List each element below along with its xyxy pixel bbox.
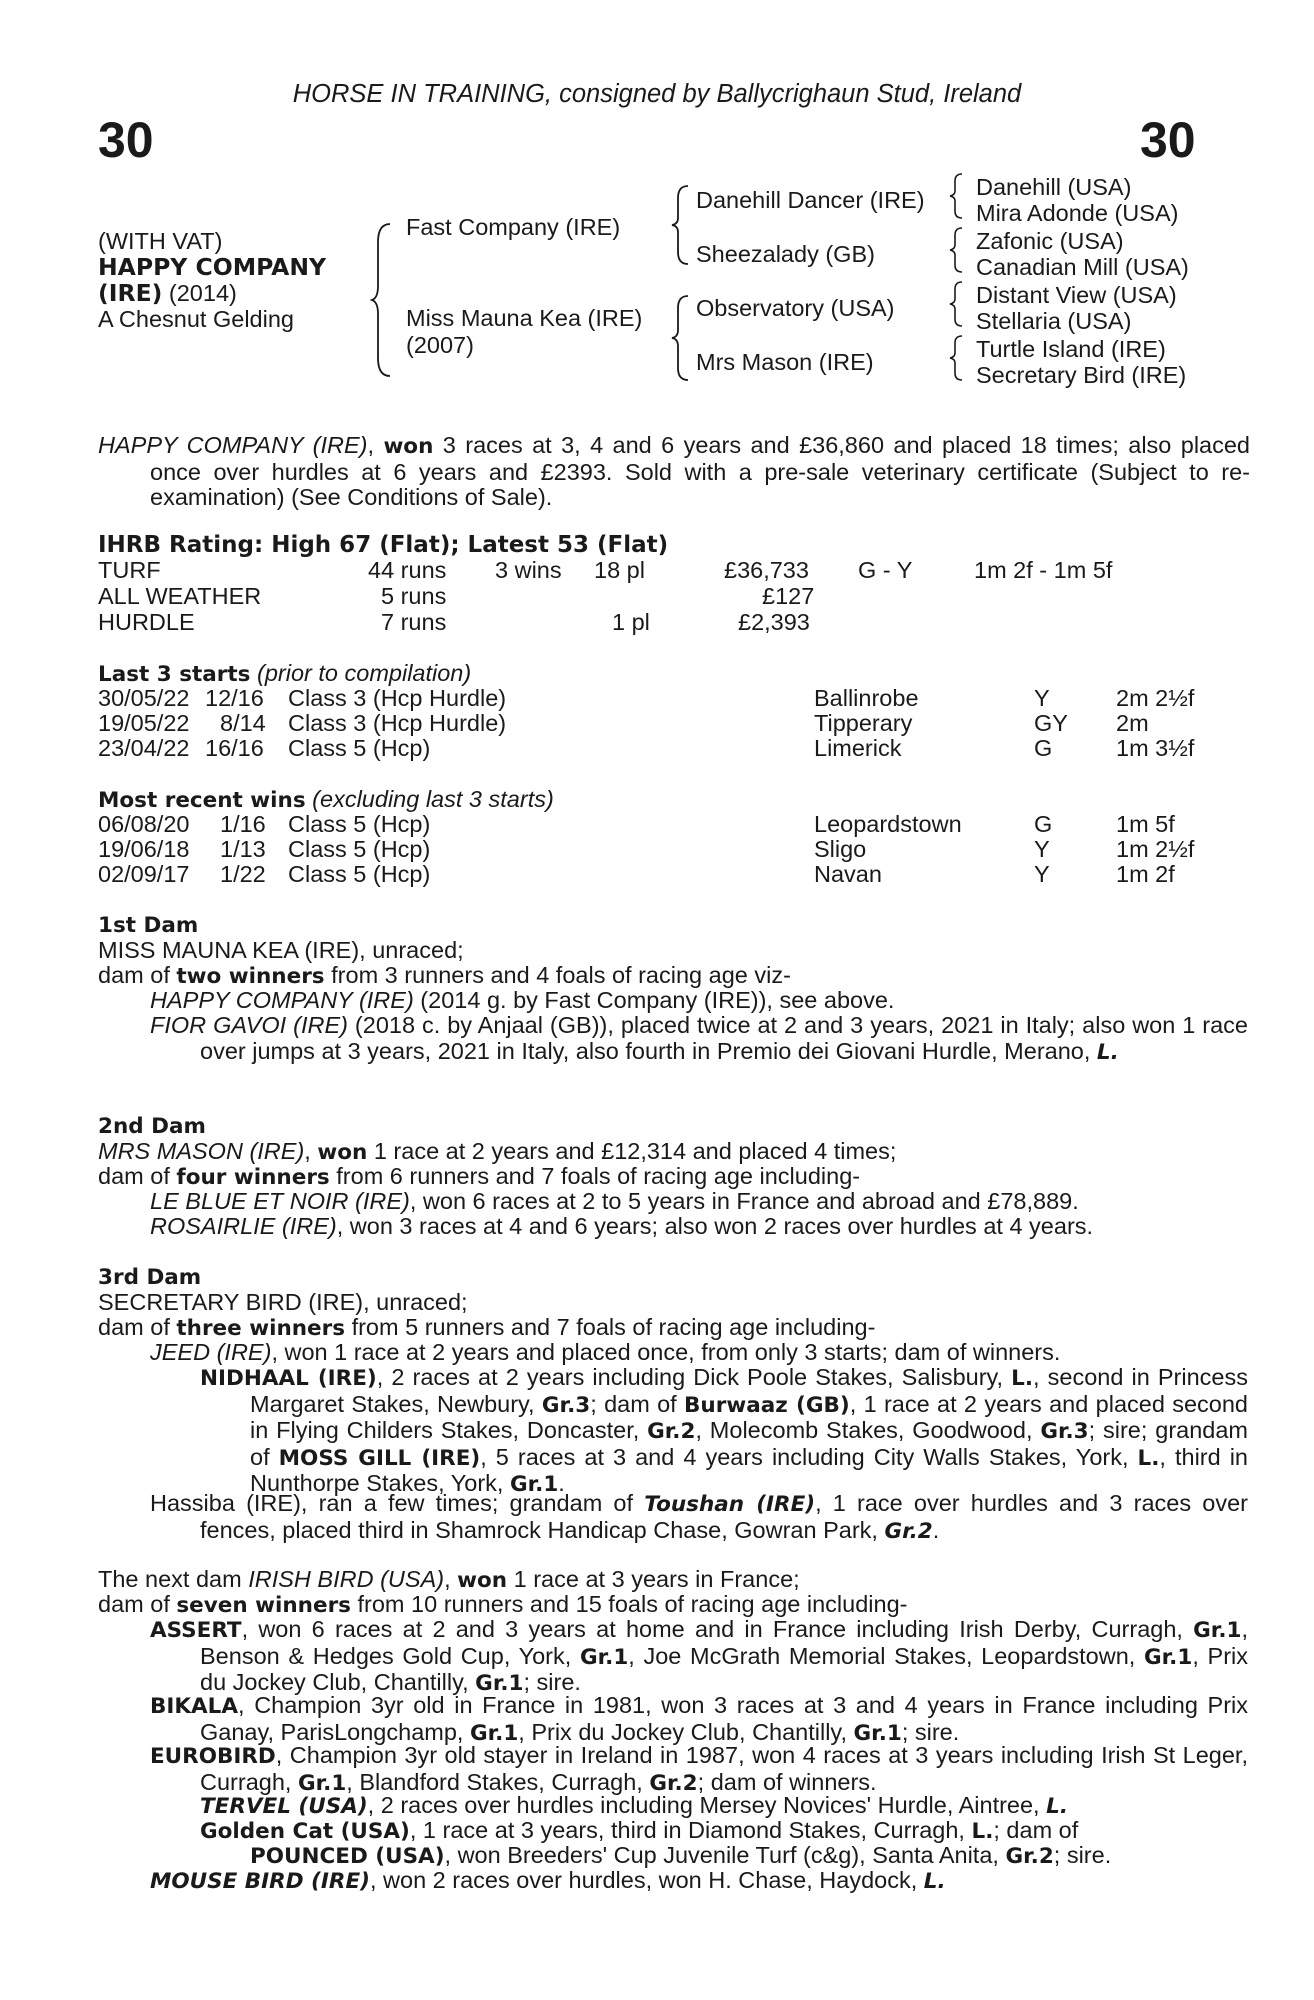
grade-label: Gr.1 [1144,1644,1193,1670]
rating-runs: 5 runs [381,583,447,609]
pedigree-sire: Fast Company (IRE) [406,214,621,240]
progeny-text: ; sire; grandam of [250,1417,1249,1470]
horse-name: HAPPY COMPANY [98,253,327,281]
start-race: Class 3 (Hcp Hurdle) [288,685,507,711]
dam2-progeny-1 [150,1189,1079,1215]
progeny-name: JEED (IRE) [150,1339,272,1365]
rating-surface: HURDLE [98,609,195,635]
progeny-name: MOUSE BIRD (IRE) [150,1869,370,1894]
dam2-winners: four winners [176,1165,330,1190]
win-distance: 1m 2½f [1116,836,1195,862]
grade-label: Gr.1 [469,1720,519,1746]
progeny-name: FIOR GAVOI (IRE) [150,1012,348,1038]
dam3-winners: three winners [176,1316,346,1341]
nextdam-progeny-bikala [150,1693,1248,1746]
dam3-dam-of: dam of [98,1314,177,1340]
grade-label: Gr.1 [853,1720,902,1746]
dam3-progeny-hassiba [150,1491,1248,1544]
pedigree-dam: Miss Mauna Kea (IRE) [406,305,643,331]
win-going: Y [1034,836,1050,862]
last3-note: (prior to compilation) [250,660,472,686]
progeny-name: NIDHAAL (IRE) [200,1366,377,1391]
dam1-progeny-1 [150,988,894,1014]
grade-label: Gr.2 [1005,1844,1054,1869]
dam3-title: 3rd Dam [98,1265,202,1290]
vat-note: (WITH VAT) [98,228,223,254]
progeny-text: (2014 g. by Fast Company (IRE)), see above. [413,987,895,1013]
progeny-text: , won 3 races at 4 and 6 years; also won 2 races over hurdles at 4 years. [336,1213,1094,1239]
nextdam-intro: The next dam [98,1566,249,1592]
rating-runs: 44 runs [368,557,447,583]
start-position: 8/14 [220,710,266,736]
start-position: 12/16 [205,685,264,711]
progeny-name: Toushan (IRE) [644,1492,816,1517]
grade-label: L. [971,1819,994,1844]
dam2-progeny-2 [150,1214,1093,1240]
pedigree-brace-main [370,222,392,378]
nextdam-progeny-pounced [250,1843,1111,1870]
nextdam-won: won [457,1568,508,1593]
pedigree-dam-dam: Mrs Mason (IRE) [696,349,874,375]
progeny-text: , 5 races at 3 and 4 years including City Walls Stakes, York, [480,1443,1138,1470]
lot-number-right: 30 [1140,112,1196,168]
grade-label: Gr.1 [475,1671,524,1696]
horse-year: (2014) [162,280,237,306]
separator: , [304,1138,318,1164]
pedigree-sss: Danehill (USA) [976,174,1132,200]
progeny-name: HAPPY COMPANY (IRE) [150,987,414,1013]
start-going: GY [1034,710,1068,736]
progeny-text: ; dam of [590,1390,685,1417]
progeny-text: (2018 c. by Anjaal (GB)), placed twice at 2 and 3 years, 2021 in Italy; also won 1 race over jumps at 3 years, 2021 in Italy, also fourth in Premio dei Giovani Hurdle, Merano, [200,1012,1248,1064]
lot-number-left: 30 [98,112,154,168]
rating-surface: TURF [98,557,161,583]
start-date: 23/04/22 [98,735,190,761]
grade-label: Gr.1 [297,1770,347,1796]
dam2-title: 2nd Dam [98,1114,206,1139]
rating-distance: 1m 2f - 1m 5f [974,557,1113,583]
progeny-name: ASSERT [150,1618,242,1643]
nextdam-progeny-eurobird [150,1743,1248,1796]
dam3-produce-line [98,1315,875,1342]
progeny-name: POUNCED (USA) [250,1844,445,1869]
win-date: 02/09/17 [98,861,190,887]
grade-label: L. [1046,1794,1068,1819]
progeny-text: , Molecomb Stakes, Goodwood, [695,1417,1041,1443]
last3-heading [98,661,471,688]
dam2-dam-of: dam of [98,1163,177,1189]
dam1-rest: from 3 runners and 4 foals of racing age viz- [324,962,791,988]
grade-label: Gr.1 [509,1472,559,1497]
dam2-record: 1 race at 2 years and £12,314 and placed 4 times; [367,1138,897,1164]
win-going: Y [1034,861,1050,887]
progeny-name: Golden Cat (USA) [200,1819,410,1844]
pedigree-dss: Distant View (USA) [976,282,1177,308]
win-distance: 1m 2f [1116,861,1175,887]
pedigree-ssd: Mira Adonde (USA) [976,200,1179,226]
progeny-text: , 1 race over hurdles and 3 races over fences, placed third in Shamrock Handicap Chase, Gowran Park, [200,1490,1248,1543]
nextdam-progeny-golden-cat [200,1818,1248,1845]
pedigree-dam-year: (2007) [406,332,474,358]
progeny-text: , won Breeders' Cup Juvenile Turf (c&g), Santa Anita, [444,1842,1006,1868]
progeny-text: ; dam of winners. [697,1768,877,1795]
progeny-text: , ran a few times; grandam of [300,1490,645,1516]
nextdam-winners: seven winners [176,1593,351,1618]
dam2-produce-line [98,1164,860,1191]
consignment-header: HORSE IN TRAINING, consigned by Ballycrighaun Stud, Ireland [292,80,1022,108]
progeny-text: , Blandford Stakes, Curragh, [346,1768,650,1795]
win-date: 19/06/18 [98,836,190,862]
dam2-line1 [98,1139,896,1166]
win-date: 06/08/20 [98,811,190,837]
progeny-text: , won 6 races at 2 and 3 years at home and in France including Irish Derby, Curragh, [241,1616,1194,1642]
win-position: 1/13 [220,836,266,862]
dam1-winners: two winners [176,964,325,989]
grade-label: Gr.3 [541,1392,591,1418]
start-date: 30/05/22 [98,685,190,711]
progeny-text: , Prix du Jockey Club, Chantilly, [200,1642,1248,1695]
progeny-text: , Joe McGrath Memorial Stakes, Leopardstown, [628,1642,1144,1669]
start-going: Y [1034,685,1050,711]
progeny-text: , 1 race at 2 years and placed second in Flying Childers Stakes, Doncaster, [250,1390,1249,1443]
start-course: Limerick [814,735,902,761]
dam1-line1: MISS MAUNA KEA (IRE), unraced; [98,937,464,963]
start-course: Tipperary [814,710,913,736]
progeny-name: ROSAIRLIE (IRE) [150,1213,337,1239]
grade-label: Gr.2 [649,1770,698,1796]
win-position: 1/22 [220,861,266,887]
progeny-text: , Champion 3yr old stayer in Ireland in 1987, won 4 races at 3 years including Irish St Leger, Curragh, [200,1742,1248,1795]
dam1-produce-line [98,963,791,990]
win-race: Class 5 (Hcp) [288,811,431,837]
grade-label: L. [1137,1445,1160,1471]
win-position: 1/16 [220,811,266,837]
progeny-text: , 2 races at 2 years including Dick Poole Stakes, Salisbury, [376,1364,1012,1390]
win-race: Class 5 (Hcp) [288,836,431,862]
summary-text: 3 races at 3, 4 and 6 years and £36,860 and placed 18 times; also placed once over hurdles at 6 years and £2393. Sold with a pre-sale veterinary certificate (Subject to re-examination) (See Conditions of Sale). [150,432,1251,510]
horse-country: (IRE) [98,279,163,307]
grade-label: L. [1096,1039,1119,1065]
win-distance: 1m 5f [1116,811,1175,837]
start-race: Class 3 (Hcp Hurdle) [288,710,507,736]
dam3-progeny-jeed [150,1340,1060,1366]
grade-label: Gr.1 [1193,1618,1242,1643]
progeny-text: . [932,1516,940,1543]
summary-won: won [383,434,434,459]
rating-surface: ALL WEATHER [98,583,262,609]
progeny-text: . [558,1470,565,1496]
pedigree-brace-dd [948,334,964,382]
dam2-name: MRS MASON (IRE) [98,1138,305,1164]
win-course: Sligo [814,836,867,862]
recent-title: Most recent wins [98,788,306,813]
progeny-text: , won 1 race at 2 years and placed once, from only 3 starts; dam of winners. [271,1339,1061,1365]
progeny-text: , second in Princess Margaret Stakes, Newbury, [250,1364,1248,1417]
pedigree-sire-dam: Sheezalady (GB) [696,241,875,267]
pedigree-dsd: Stellaria (USA) [976,308,1132,334]
nextdam-progeny-tervel [200,1793,1068,1820]
pedigree-brace-sire [670,184,690,266]
start-distance: 2m [1116,710,1149,736]
progeny-text: , Benson & Hedges Gold Cup, York, [200,1616,1248,1669]
win-course: Leopardstown [814,811,962,837]
start-course: Ballinrobe [814,685,919,711]
grade-label: L. [923,1869,946,1894]
pedigree-brace-ds [948,280,964,328]
progeny-text: ; sire. [1053,1842,1112,1868]
rating-wins: 3 wins [495,557,562,583]
start-race: Class 5 (Hcp) [288,735,431,761]
progeny-text: , 1 race at 3 years, third in Diamond Stakes, Curragh, [409,1817,972,1843]
grade-label: Gr.2 [884,1518,933,1544]
horse-description: A Chesnut Gelding [98,306,294,332]
win-race: Class 5 (Hcp) [288,861,431,887]
pedigree-gen3 [976,174,1189,388]
grade-label: Gr.1 [579,1644,629,1670]
rating-money: £2,393 [738,609,810,635]
progeny-text: , third in Nunthorpe Stakes, York, [250,1443,1248,1496]
dam3-rest: from 5 runners and 7 foals of racing age including- [345,1314,876,1340]
win-going: G [1034,811,1053,837]
race-summary: HAPPY COMPANY (IRE), won 3 races at 3, 4 and 6 years and £36,860 and placed 18 times; also placed once over hurdles at 6 years and £2393. Sold with a pre-sale veterinary certificate (Subject to re-examination) (See Conditions of Sale). [98,432,1251,510]
progeny-name: LE BLUE ET NOIR (IRE) [150,1188,410,1214]
pedigree-brace-sd [948,226,964,274]
pedigree-sire-sire: Danehill Dancer (IRE) [696,187,925,213]
start-going: G [1034,735,1053,761]
progeny-text: ; dam of [993,1817,1079,1843]
progeny-name: Burwaaz (GB) [684,1392,850,1418]
dam2-won: won [317,1140,368,1165]
dam3-line1: SECRETARY BIRD (IRE), unraced; [98,1289,468,1315]
progeny-text: , 2 races over hurdles including Mersey Novices' Hurdle, Aintree, [367,1792,1047,1818]
progeny-name: EUROBIRD [150,1744,276,1769]
progeny-name: MOSS GILL (IRE) [278,1445,481,1471]
progeny-text: , won 2 races over hurdles, won H. Chase, Haydock, [369,1867,924,1893]
pedigree-sdd: Canadian Mill (USA) [976,254,1189,280]
start-date: 19/05/22 [98,710,190,736]
dam1-dam-of: dam of [98,962,177,988]
dam2-rest: from 6 runners and 7 foals of racing age including- [329,1163,861,1189]
separator: , [444,1566,458,1592]
nextdam-produce-line [98,1592,907,1619]
nextdam-progeny-assert [150,1617,1248,1697]
recent-heading [98,787,554,814]
start-distance: 2m 2½f [1116,685,1195,711]
pedigree-brace-ss [948,172,964,220]
dam1-progeny-2 [150,1013,1248,1065]
summary-horse-name: HAPPY COMPANY (IRE) [98,432,368,458]
progeny-text: , Prix du Jockey Club, Chantilly, [518,1718,854,1745]
rating-title: IHRB Rating: High 67 (Flat); Latest 53 (Flat) [98,532,669,558]
nextdam-dam-of: dam of [98,1591,177,1617]
nextdam-rest: from 10 runners and 15 foals of racing age including- [350,1591,908,1617]
progeny-name: TERVEL (USA) [200,1794,368,1819]
progeny-text: , won 6 races at 2 to 5 years in France and abroad and £78,889. [409,1188,1079,1214]
start-distance: 1m 3½f [1116,735,1195,761]
pedigree-ddd: Secretary Bird (IRE) [976,362,1187,388]
progeny-text: ; sire. [901,1718,960,1745]
nextdam-progeny-mouse-bird [150,1868,946,1895]
pedigree-brace-dam [670,294,690,382]
grade-label: L. [1011,1366,1034,1391]
progeny-text: ; sire. [523,1669,581,1695]
progeny-name: BIKALA [150,1694,239,1719]
nextdam-line1 [98,1567,800,1594]
recent-note: (excluding last 3 starts) [305,786,554,812]
rating-runs: 7 runs [381,609,447,635]
nextdam-record: 1 race at 3 years in France; [507,1566,800,1592]
grade-label: Gr.3 [1040,1419,1089,1444]
rating-money: £127 [762,583,815,609]
dam1-title: 1st Dam [98,913,199,938]
dam3-progeny-nidhaal [200,1365,1248,1498]
grade-label: Gr.2 [647,1419,696,1444]
last3-title: Last 3 starts [98,662,251,687]
rating-placed: 1 pl [612,609,650,635]
rating-placed: 18 pl [594,557,645,583]
progeny-text: , Champion 3yr old in France in 1981, won 3 races at 3 and 4 years in France including Prix Ganay, ParisLongchamp, [200,1692,1248,1745]
pedigree-sds: Zafonic (USA) [976,228,1124,254]
pedigree-dds: Turtle Island (IRE) [976,336,1166,362]
rating-going: G - Y [858,557,913,583]
rating-money: £36,733 [724,557,809,583]
horse-identity [98,228,326,332]
pedigree-dam-sire: Observatory (USA) [696,295,895,321]
nextdam-name: IRISH BIRD (USA) [248,1566,445,1592]
start-position: 16/16 [205,735,264,761]
win-course: Navan [814,861,882,887]
progeny-name: Hassiba (IRE) [150,1490,301,1516]
